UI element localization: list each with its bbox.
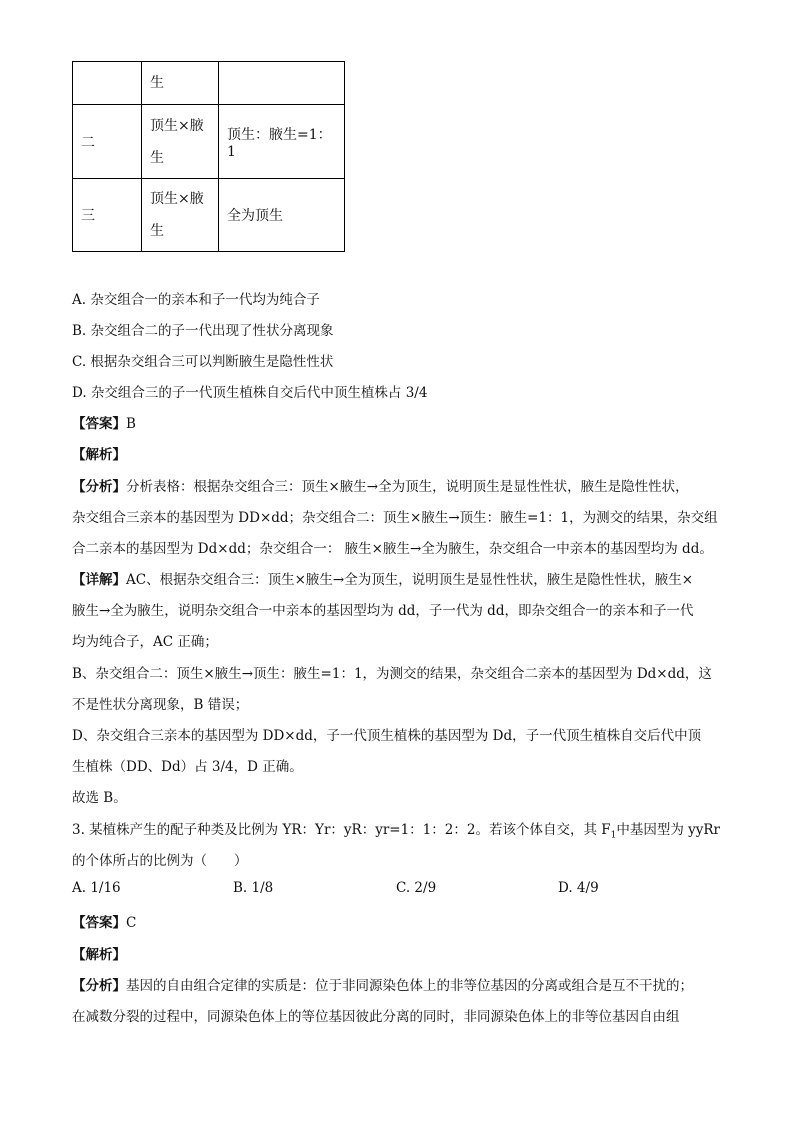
option-c: C. 根据杂交组合三可以判断腋生是隐性性状 — [72, 354, 334, 370]
detail-text: AC、根据杂交组合三：顶生×腋生→全为顶生，说明顶生是显性性状，腋生是隐性性状，腋生× — [126, 572, 694, 588]
option-b: B. 杂交组合二的子一代出现了性状分离现象 — [72, 323, 334, 339]
stem-text: 中基因型为 yyRr — [616, 822, 721, 838]
option-d: D. 4/9 — [558, 880, 599, 896]
subscript: 1 — [610, 830, 617, 841]
detail-line — [72, 568, 693, 588]
detail-line: D、杂交组合三亲本的基因型为 DD×dd，子一代顶生植株的基因型为 Dd，子一代顶生植株自交后代中顶 — [72, 728, 702, 744]
cell-line: 顶生×腋 — [150, 191, 204, 207]
table-row — [73, 105, 345, 179]
table-cell: 全为顶生 — [219, 179, 345, 252]
analysis-tag: 【解析】 — [72, 947, 126, 963]
analysis-tag: 【解析】 — [72, 447, 126, 463]
option-b: B. 1/8 — [233, 880, 274, 896]
detail-line: 均为纯合子，AC 正确； — [72, 634, 218, 650]
fenxi-tag: 【分析】 — [72, 978, 126, 994]
answer-line — [72, 911, 136, 931]
table-cell: 二 — [73, 105, 142, 179]
table-cell — [219, 62, 345, 105]
table-row — [73, 62, 345, 105]
table-cell — [73, 62, 142, 105]
cell-line: 顶生×腋 — [150, 117, 204, 134]
answer-line — [72, 412, 136, 432]
cross-table — [72, 61, 345, 252]
answer-tag: 【答案】 — [72, 416, 126, 432]
analysis-text: 基因的自由组合定律的实质是：位于非同源染色体上的非等位基因的分离或组合是互不干扰的； — [126, 978, 693, 994]
table-cell: 顶生：腋生=1：1 — [219, 105, 345, 179]
detail-line: 腋生→全为腋生，说明杂交组合一中亲本的基因型均为 dd，子一代为 dd，即杂交组合一的亲本和子一代 — [72, 603, 694, 619]
xiangjie-tag: 【详解】 — [72, 572, 126, 588]
answer-value: B — [126, 416, 136, 432]
option-d: D. 杂交组合三的子一代顶生植株自交后代中顶生植株占 3/4 — [72, 385, 428, 401]
analysis-line — [72, 974, 693, 994]
stem-text: 3. 某植株产生的配子种类及比例为 YR：Yr：yR：yr=1：1：2：2。若该个体自交，其 F — [72, 822, 611, 838]
table-cell — [142, 179, 219, 252]
answer-tag: 【答案】 — [72, 915, 126, 931]
analysis-text: 分析表格：根据杂交组合三：顶生×腋生→全为顶生，说明顶生是显性性状，腋生是隐性性状， — [126, 479, 689, 495]
option-c: C. 2/9 — [396, 880, 437, 896]
analysis-line — [72, 475, 689, 495]
question-3-stem — [72, 818, 720, 841]
option-a: A. 杂交组合一的亲本和子一代均为纯合子 — [72, 292, 320, 308]
table-cell: 三 — [73, 179, 142, 252]
option-a: A. 1/16 — [72, 880, 121, 896]
answer-value: C — [126, 915, 137, 931]
analysis-line: 在减数分裂的过程中，同源染色体上的等位基因彼此分离的同时，非同源染色体上的非等位基因自由组 — [72, 1009, 680, 1025]
table-cell: 生 — [142, 62, 219, 105]
detail-line: 不是性状分离现象，B 错误； — [72, 697, 249, 713]
detail-line: B、杂交组合二：顶生×腋生→顶生：腋生=1：1，为测交的结果，杂交组合二亲本的基因型为 Dd×dd，这 — [72, 666, 712, 682]
detail-line: 生植株（DD、Dd）占 3/4，D 正确。 — [72, 759, 303, 775]
cell-line: 生 — [150, 223, 164, 239]
cell-line: 生 — [150, 149, 164, 166]
conclusion-line: 故选 B。 — [72, 790, 127, 806]
question-3-stem: 的个体所占的比例为（ ） — [72, 853, 248, 869]
fenxi-tag: 【分析】 — [72, 479, 126, 495]
analysis-line: 合二亲本的基因型为 Dd×dd；杂交组合一： 腋生×腋生→全为腋生，杂交组合一中亲本的基因型均为 dd。 — [72, 541, 713, 557]
table-row — [73, 179, 345, 252]
analysis-line: 杂交组合三亲本的基因型为 DD×dd；杂交组合二：顶生×腋生→顶生：腋生=1：1，为测交的结果，杂交组 — [72, 510, 718, 526]
table-cell — [142, 105, 219, 179]
